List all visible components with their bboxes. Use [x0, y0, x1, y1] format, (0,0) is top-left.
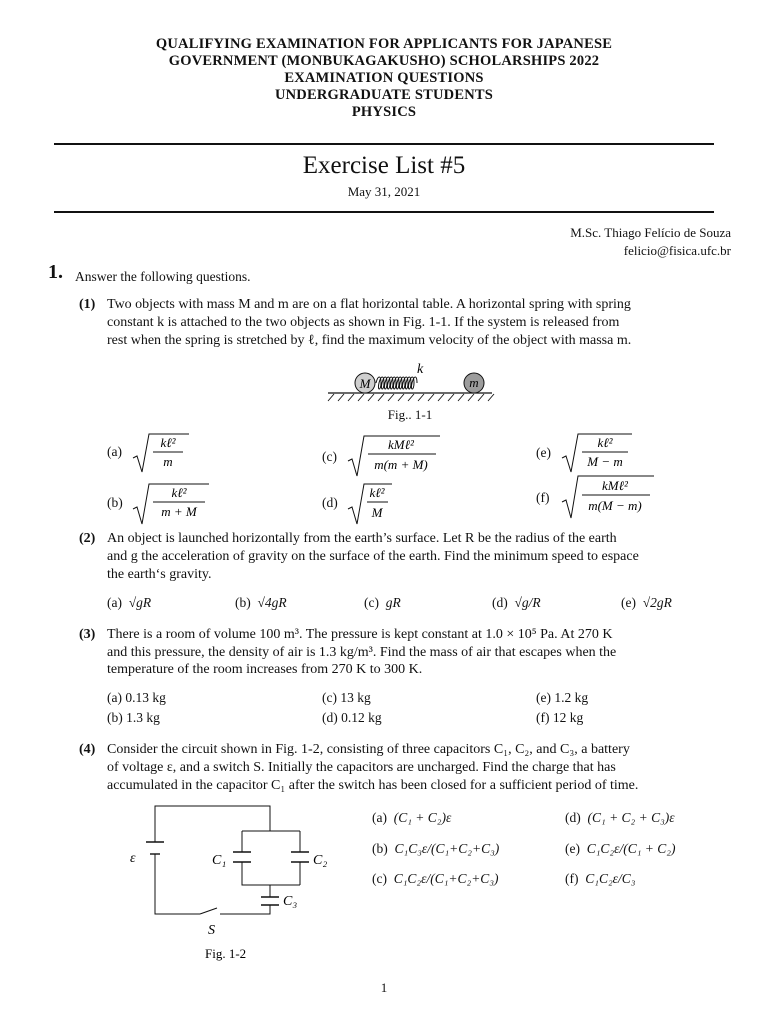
battery-symbol: [146, 842, 164, 854]
switch-blade[interactable]: [200, 908, 217, 914]
mass-M-label: M: [359, 376, 371, 391]
table-hatching: [328, 394, 494, 401]
q1-line-2: constant k is attached to the two objects as shown in Fig. 1-1. If the system is released from: [107, 315, 620, 330]
q1-option-e-label: (e): [536, 445, 551, 460]
q1-option-d-formula: [346, 482, 396, 526]
q3-option-f: (f) 12 kg: [536, 710, 584, 725]
q4-line-2: of voltage ε, and a switch S. Initially the capacitors are uncharged. Find the charge that has: [107, 760, 616, 775]
q3-number: (3): [79, 627, 96, 642]
bottom-rule: [54, 211, 714, 213]
svg-text:m: m: [163, 454, 173, 469]
fig-1-2-caption: Fig. 1-2: [205, 946, 247, 961]
capacitor-c3-label: C₃: [283, 894, 298, 909]
q3-line-3: temperature of the room increases from 270 K to 300 K.: [107, 662, 423, 677]
q1-option-f-label: (f): [536, 490, 550, 505]
q3-option-d: (d) 0.12 kg: [322, 710, 382, 725]
svg-text:kℓ²: kℓ²: [369, 485, 385, 500]
q3-option-e: (e) 1.2 kg: [536, 690, 589, 705]
q1-option-d-label: (d): [322, 495, 338, 510]
q1-option-c-label: (c): [322, 449, 337, 464]
battery-epsilon-label: ε: [130, 851, 136, 866]
q4-option-c: (c) C₁C₂ε/(C₁+C₂+C₃): [372, 871, 499, 886]
fig-1-1-spring-diagram: [320, 355, 500, 405]
fig-1-2-circuit-diagram: [120, 798, 340, 968]
q2-option-c: (c) gR: [364, 595, 401, 610]
q1-line-3: rest when the spring is stretched by ℓ, find the maximum velocity of the object with massa m.: [107, 333, 632, 348]
q1-line-1: Two objects with mass M and m are on a flat horizontal table. A horizontal spring with spring: [107, 297, 631, 312]
capacitor-c3-symbol: [261, 897, 279, 905]
q4-option-a: (a) (C₁ + C₂)ε: [372, 810, 452, 825]
circuit-wire-top: [155, 806, 270, 842]
q2-option-b: (b) √4gR: [235, 595, 287, 610]
q2-line-3: the earth‘s gravity.: [107, 567, 212, 582]
q3-line-2: and this pressure, the density of air is 1.3 kg/m³. Find the mass of air that escapes when the: [107, 645, 617, 660]
top-rule: [54, 143, 714, 145]
q1-option-b-label: (b): [107, 495, 123, 510]
svg-text:m(M − m): m(M − m): [588, 498, 642, 513]
svg-text:kMℓ²: kMℓ²: [602, 478, 628, 493]
page-title: Exercise List #5: [302, 152, 466, 179]
svg-text:kℓ²: kℓ²: [160, 435, 176, 450]
header-line-4: UNDERGRADUATE STUDENTS: [274, 87, 494, 103]
q4-number: (4): [79, 742, 96, 757]
q2-line-1: An object is launched horizontally from the earth’s surface. Let R be the radius of the earth: [107, 531, 617, 546]
q3-line-1: There is a room of volume 100 m³. The pressure is kept constant at 1.0 × 10⁵ Pa. At 270 K: [107, 627, 613, 642]
q1-number: (1): [79, 297, 96, 312]
page-date: May 31, 2021: [347, 184, 421, 199]
capacitor-c2-label: C₂: [313, 853, 328, 868]
page-number: 1: [380, 980, 388, 995]
svg-text:kMℓ²: kMℓ²: [388, 437, 414, 452]
spring-k-label: k: [417, 362, 424, 377]
q3-option-c: (c) 13 kg: [322, 690, 371, 705]
capacitor-c1-symbol: [233, 852, 251, 862]
capacitor-c1-label: C₁: [212, 853, 227, 868]
switch-s-label: S: [208, 923, 215, 938]
fig-1-1-caption: Fig.. 1-1: [387, 407, 433, 422]
author-email[interactable]: felicio@fisica.ufc.br: [623, 243, 731, 258]
capacitor-c2-symbol: [291, 852, 309, 862]
q1-option-f-formula: [560, 474, 656, 520]
q2-option-a: (a) √gR: [107, 595, 152, 610]
spring-coil: [376, 377, 417, 389]
q4-option-f: (f) C₁C₂ε/C₃: [565, 871, 636, 886]
section-number: 1.: [48, 261, 63, 283]
q3-option-a: (a) 0.13 kg: [107, 690, 166, 705]
q2-line-2: and g the acceleration of gravity on the surface of the earth. Find the minimum speed to espace: [107, 549, 639, 564]
q4-line-3: accumulated in the capacitor C₁ after the switch has been closed for a sufficient period of time.: [107, 778, 639, 793]
q3-option-b: (b) 1.3 kg: [107, 710, 160, 725]
circuit-wire-c1-bottom: [242, 862, 300, 885]
q2-number: (2): [79, 531, 96, 546]
q4-option-e: (e) C₁C₂ε/(C₁ + C₂): [565, 841, 676, 856]
header-line-3: EXAMINATION QUESTIONS: [284, 70, 484, 86]
circuit-wire-left-bottom: [155, 854, 200, 914]
q1-option-c-formula: [346, 434, 442, 478]
header-line-2: GOVERNMENT (MONBUKAGAKUSHO) SCHOLARSHIPS 2022: [168, 53, 600, 69]
q4-line-1: Consider the circuit shown in Fig. 1-2, consisting of three capacitors C₁, C₂, and C₃, a battery: [107, 742, 630, 757]
q1-option-b-formula: [131, 482, 211, 526]
svg-text:M − m: M − m: [587, 454, 623, 469]
svg-text:M: M: [371, 505, 383, 520]
circuit-wire-c3-bottom: [220, 905, 270, 914]
q1-option-a-formula: [131, 432, 191, 474]
q4-option-d: (d) (C₁ + C₂ + C₃)ε: [565, 810, 675, 825]
q2-option-e: (e) √2gR: [621, 595, 672, 610]
svg-text:kℓ²: kℓ²: [171, 485, 187, 500]
svg-text:m(m + M): m(m + M): [374, 457, 428, 472]
header-line-5: PHYSICS: [351, 104, 417, 120]
q1-option-e-formula: [560, 432, 634, 474]
q4-option-b: (b) C₁C₃ε/(C₁+C₂+C₃): [372, 841, 500, 856]
section-text: Answer the following questions.: [75, 269, 251, 284]
q2-option-d: (d) √g/R: [492, 595, 541, 610]
author-name: M.Sc. Thiago Felício de Souza: [570, 225, 731, 240]
q1-option-a-label: (a): [107, 444, 122, 459]
svg-text:kℓ²: kℓ²: [597, 435, 613, 450]
mass-m-label: m: [469, 375, 479, 390]
header-line-1: QUALIFYING EXAMINATION FOR APPLICANTS FOR JAPANESE: [155, 36, 613, 52]
svg-text:m + M: m + M: [161, 504, 197, 519]
